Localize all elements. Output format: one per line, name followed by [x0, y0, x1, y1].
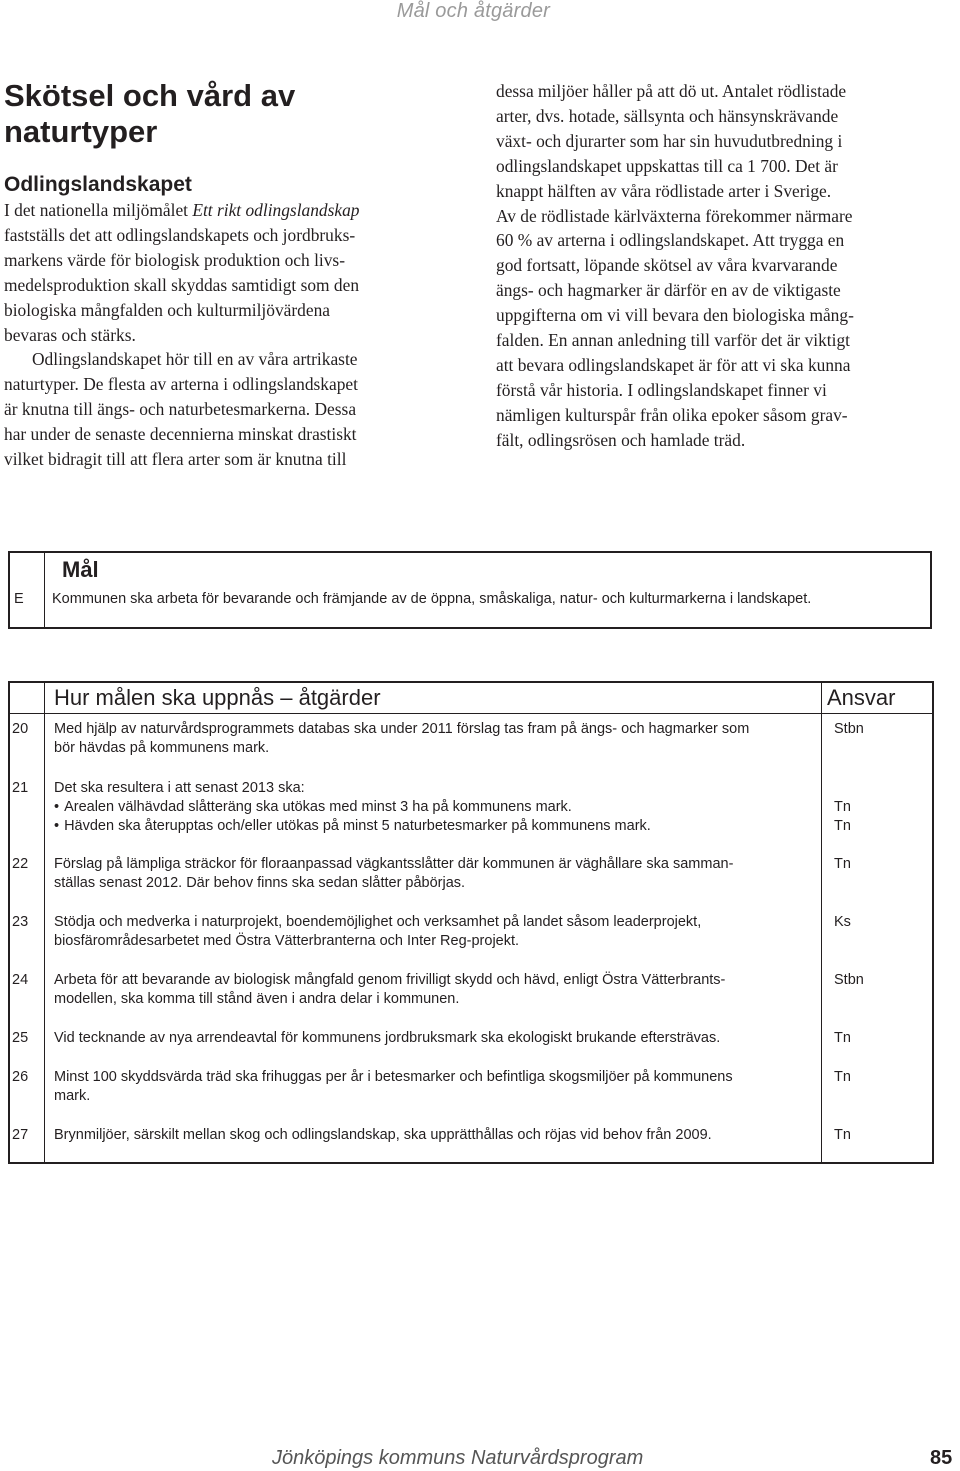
action-responsible: Stbn	[834, 972, 864, 988]
text-line: I det nationella miljömålet Ett rikt odlingslandskap	[4, 200, 360, 220]
action-responsible: Stbn	[834, 721, 864, 737]
action-description: Brynmiljöer, särskilt mellan skog och odlingslandskap, ska upprätthållas och röjas vid behov från 2009.	[54, 1127, 712, 1143]
bullet-item: • Arealen välhävdad slåtteräng ska utökas med minst 3 ha på kommunens mark.	[54, 798, 824, 817]
text-line: förstå vår historia. I odlingslandskapet finner vi	[496, 379, 827, 400]
paragraph-intro	[4, 198, 444, 347]
action-number: 23	[12, 914, 29, 930]
text-line: att bevara odlingslandskapet är för att vi ska kunna	[496, 354, 851, 375]
action-number: 26	[12, 1069, 29, 1085]
text-line: odlingslandskapet uppskattas till ca 1 700. Det är	[496, 155, 838, 176]
text-line: Av de rödlistade kärlväxterna förekommer närmare	[496, 205, 853, 226]
action-description: Med hjälp av naturvårdsprogrammets databas ska under 2011 förslag tas fram på ängs- och hagmarker som bör hävdas på kommunens mark.	[54, 721, 750, 756]
text-line: ängs- och hagmarker är därför en av de viktigaste	[496, 280, 841, 301]
action-responsible: Tn	[834, 1069, 851, 1085]
text-line: 60 % av arterna i odlingslandskapet. Att trygga en	[496, 230, 845, 251]
text-line: Odlingslandskapet hör till en av våra artrikaste	[32, 349, 358, 370]
goal-name-italic: Ett rikt odlingslandskap	[192, 200, 360, 220]
actions-heading: Hur målen ska uppnås – åtgärder	[54, 685, 381, 710]
left-text-column	[4, 198, 444, 472]
goal-heading: Mål	[62, 557, 99, 582]
text-line: vilket bidragit till att flera arter som är knutna till	[4, 449, 347, 470]
action-description: Arbeta för att bevarande av biologisk mångfald genom frivilligt skydd och hävd, enligt Östra Vätterbrants- modellen, ska komma till stånd även i andra delar i kommunen.	[54, 972, 726, 1007]
action-responsible: Tn	[834, 1127, 851, 1143]
action-description: Vid tecknande av nya arrendeavtal för kommunens jordbruksmark ska ekologiskt brukande eftersträvas.	[54, 1030, 721, 1046]
text-line: medelsproduktion skall skyddas samtidigt som den	[4, 274, 360, 295]
action-responsible: Tn	[834, 1030, 851, 1046]
text-line: god fortsatt, löpande skötsel av våra kvarvarande	[496, 255, 838, 276]
footer-publisher: Jönköpings kommuns Naturvårdsprogram	[272, 1447, 644, 1469]
action-description: Förslag på lämpliga sträckor för floraanpassad vägkantsslåtter där kommunen är väghållare ska samman- ställas senast 2012. Där behov finns ska sedan slåtter påbörjas.	[54, 856, 734, 891]
action-number: 24	[12, 972, 29, 988]
title-line: naturtyper	[4, 114, 158, 149]
bullet-item: • Hävden ska återupptas och/eller utökas på minst 5 naturbetesmarker på kommunens mark.	[54, 817, 824, 836]
action-number: 21	[12, 780, 29, 796]
text-line: nämligen kulturspår från olika epoker såsom grav-	[496, 404, 848, 425]
text-line: växt- och djurarter som har sin huvudutbredning i	[496, 130, 843, 151]
text-line: knappt hälften av våra rödlistade arter i Sverige.	[496, 180, 832, 201]
action-description: Det ska resultera i att senast 2013 ska: • Arealen välhävdad slåtteräng ska utökas med minst 3 ha på kommunens mark. • Hävden ska återupptas och/eller utökas på minst 5 naturbetesmarker på kommunens mark.	[54, 779, 824, 836]
column-divider	[44, 683, 45, 1162]
text-line: har under de senaste decennierna minskat drastiskt	[4, 424, 357, 445]
title-line: Skötsel och vård av	[4, 78, 296, 113]
action-number: 27	[12, 1127, 29, 1143]
header-divider	[10, 713, 932, 714]
text-line: arter, dvs. hotade, sällsynta och hänsynskrävande	[496, 105, 839, 126]
goal-code: E	[14, 591, 24, 607]
responsible-heading: Ansvar	[827, 685, 896, 710]
goal-text: Kommunen ska arbeta för bevarande och främjande av de öppna, småskaliga, natur- och kulturmarkerna i landskapet.	[52, 591, 812, 607]
actions-table	[8, 681, 934, 1164]
text-line: fält, odlingsrösen och hamlade träd.	[496, 429, 746, 450]
text-line: dessa miljöer håller på att dö ut. Antalet rödlistade	[496, 81, 847, 101]
action-description: Stödja och medverka i naturprojekt, boendemöjlighet och verksamhet på landet såsom leaderprojekt, biosfärområdesarbetet med Östra Vätterbranterna och Inter Reg-projekt.	[54, 914, 702, 949]
paragraph-species	[4, 347, 444, 472]
running-head: Mål och åtgärder	[396, 0, 550, 22]
text-line: fastställs det att odlingslandskapets och jordbruks-	[4, 224, 356, 245]
page-title	[4, 78, 424, 150]
action-description: Minst 100 skyddsvärda träd ska frihuggas per år i betesmarker och befintliga skogsmiljöer på kommunens mark.	[54, 1069, 733, 1104]
text-line: falden. En annan anledning till varför det är viktigt	[496, 330, 850, 351]
action-responsible: Tn Tn	[834, 799, 851, 834]
text-line: naturtyper. De flesta av arterna i odlingslandskapet	[4, 374, 358, 395]
action-responsible: Tn	[834, 856, 851, 872]
page-number: 85	[930, 1447, 953, 1469]
text-line: uppgifterna om vi vill bevara den biologiska mång-	[496, 305, 854, 326]
section-heading: Odlingslandskapet	[4, 173, 192, 196]
right-text-column	[496, 79, 934, 453]
action-number: 25	[12, 1030, 29, 1046]
text-line: bevaras och stärks.	[4, 324, 136, 345]
action-responsible: Ks	[834, 914, 851, 930]
action-number: 22	[12, 856, 29, 872]
text-line: markens värde för biologisk produktion och livs-	[4, 249, 345, 270]
text-line: är knutna till ängs- och naturbetesmarkerna. Dessa	[4, 399, 357, 420]
action-number: 20	[12, 721, 29, 737]
goal-box	[8, 551, 932, 629]
text-line: biologiska mångfalden och kulturmiljövärdena	[4, 299, 330, 320]
goal-divider	[44, 553, 45, 627]
